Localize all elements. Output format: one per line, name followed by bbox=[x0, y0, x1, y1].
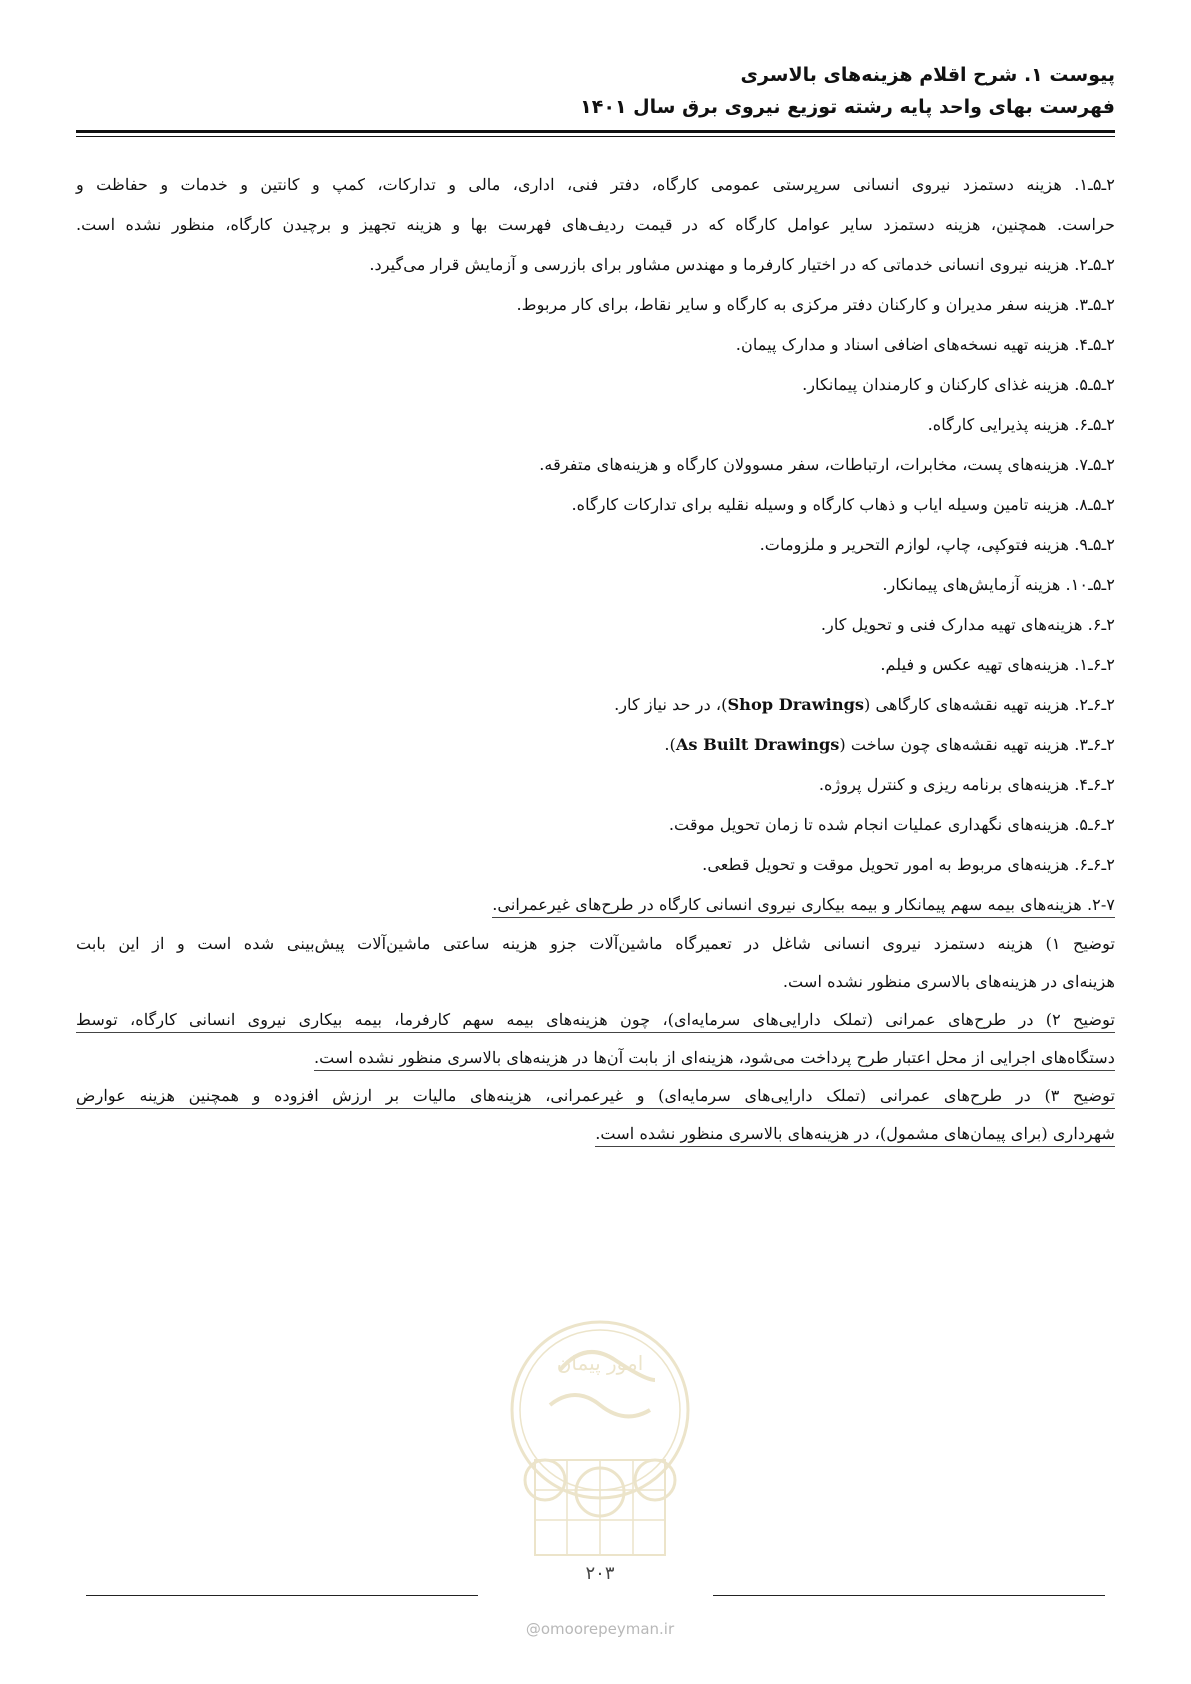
note-3-line2: شهرداری (برای پیمان‌های مشمول)، در هزینه‌های بالاسری منظور نشده است. bbox=[76, 1115, 1115, 1153]
as-built-drawings-term: As Built Drawings bbox=[675, 735, 840, 754]
item-2-5-9: ۲ـ۵ـ۹. هزینه فتوکپی، چاپ، لوازم التحریر و ملزومات. bbox=[759, 535, 1115, 554]
omoor-peyman-logo-watermark bbox=[505, 1310, 695, 1560]
page-header bbox=[85, 60, 1115, 124]
item-2-5-3: ۲ـ۵ـ۳. هزینه سفر مدیران و کارکنان دفتر مرکزی به کارگاه و سایر نقاط، برای کار مربوط. bbox=[516, 295, 1115, 314]
item-2-5-1-line2: حراست. همچنین، هزینه دستمزد سایر عوامل کارگاه که در قیمت ردیف‌های فهرست بها و هزینه تجهیز و برچیدن کارگاه، منظور نشده است. bbox=[76, 215, 1115, 234]
item-2-5-10: ۲ـ۵ـ۱۰. هزینه آزمایش‌های پیمانکار. bbox=[882, 575, 1115, 594]
item-2-6-3: ۲ـ۶ـ۳. هزینه تهیه نقشه‌های چون ساخت (As Built Drawings). bbox=[664, 735, 1115, 754]
item-2-5-2: ۲ـ۵ـ۲. هزینه نیروی انسانی خدماتی که در اختیار کارفرما و مهندس مشاور برای بازرسی و آزمایش قرار می‌گیرد. bbox=[369, 255, 1115, 274]
note-1-line1: توضیح ۱) هزینه دستمزد نیروی انسانی شاغل در تعمیرگاه ماشین‌آلات جزو هزینه ساعتی ماشین‌آلات پیش‌بینی شده است و از این بابت bbox=[76, 934, 1116, 953]
item-2-5-5: ۲ـ۵ـ۵. هزینه غذای کارکنان و کارمندان پیمانکار. bbox=[802, 375, 1115, 394]
note-2-line2: دستگاه‌های اجرایی از محل اعتبار طرح پرداخت می‌شود، هزینه‌ای از بابت آن‌ها در هزینه‌های بالاسری منظور نشده است. bbox=[76, 1039, 1115, 1077]
item-2-6-6: ۲ـ۶ـ۶. هزینه‌های مربوط به امور تحویل موقت و تحویل قطعی. bbox=[702, 855, 1115, 874]
item-2-5-8: ۲ـ۵ـ۸. هزینه تامین وسیله ایاب و ذهاب کارگاه و وسیله نقلیه برای تدارکات کارگاه. bbox=[571, 495, 1115, 514]
page-number: ۲۰۳ bbox=[585, 1563, 615, 1584]
item-2-6-1: ۲ـ۶ـ۱. هزینه‌های تهیه عکس و فیلم. bbox=[880, 655, 1115, 674]
item-2-6-5: ۲ـ۶ـ۵. هزینه‌های نگهداری عملیات انجام شده تا زمان تحویل موقت. bbox=[668, 815, 1115, 834]
item-2-5-7: ۲ـ۵ـ۷. هزینه‌های پست، مخابرات، ارتباطات، سفر مسوولان کارگاه و هزینه‌های متفرقه. bbox=[539, 455, 1115, 474]
site-handle: @omoorepeyman.ir bbox=[525, 1620, 675, 1638]
item-2-6-2: ۲ـ۶ـ۲. هزینه تهیه نقشه‌های کارگاهی (Shop Drawings)، در حد نیاز کار. bbox=[614, 695, 1115, 714]
item-2-5-6: ۲ـ۵ـ۶. هزینه پذیرایی کارگاه. bbox=[927, 415, 1115, 434]
item-2-6-4: ۲ـ۶ـ۴. هزینه‌های برنامه ریزی و کنترل پروژه. bbox=[818, 775, 1115, 794]
note-2-line1: توضیح ۲) در طرح‌های عمرانی (تملک دارایی‌های سرمایه‌ای)، چون هزینه‌های بیمه سهم کارفرما، بیمه بیکاری نیروی انسانی کارگاه، توسط bbox=[76, 1001, 1115, 1039]
footer-rule-left bbox=[86, 1595, 478, 1596]
appendix-title: پیوست ۱. شرح اقلام هزینه‌های بالاسری bbox=[740, 64, 1115, 86]
price-list-title: فهرست بهای واحد پایه رشته توزیع نیروی برق سال ۱۴۰۱ bbox=[580, 96, 1115, 118]
header-rule-thin bbox=[76, 136, 1115, 137]
footer-rule-right bbox=[713, 1595, 1105, 1596]
item-2-7: ۲-۷. هزینه‌های بیمه سهم پیمانکار و بیمه بیکاری نیروی انسانی کارگاه در طرح‌های غیرعمرانی. bbox=[76, 885, 1115, 925]
header-rule-thick bbox=[76, 130, 1115, 133]
watermark-text: امور پیمان bbox=[556, 1351, 644, 1375]
document-body bbox=[76, 165, 1115, 1153]
note-1-line2: هزینه‌ای در هزینه‌های بالاسری منظور نشده است. bbox=[782, 972, 1115, 991]
shop-drawings-term: Shop Drawings bbox=[727, 695, 865, 714]
item-2-5-1-line1: ۲ـ۵ـ۱. هزینه دستمزد نیروی انسانی سرپرستی عمومی کارگاه، دفتر فنی، اداری، مالی و تدارکات، کمپ و کانتین و خدمات و حفاظت و bbox=[76, 175, 1115, 194]
note-3-line1: توضیح ۳) در طرح‌های عمرانی (تملک دارایی‌های سرمایه‌ای) و غیرعمرانی، هزینه‌های مالیات بر ارزش افزوده و همچنین هزینه عوارض bbox=[76, 1077, 1115, 1115]
item-2-5-4: ۲ـ۵ـ۴. هزینه تهیه نسخه‌های اضافی اسناد و مدارک پیمان. bbox=[735, 335, 1115, 354]
item-2-6: ۲ـ۶. هزینه‌های تهیه مدارک فنی و تحویل کار. bbox=[820, 615, 1115, 634]
